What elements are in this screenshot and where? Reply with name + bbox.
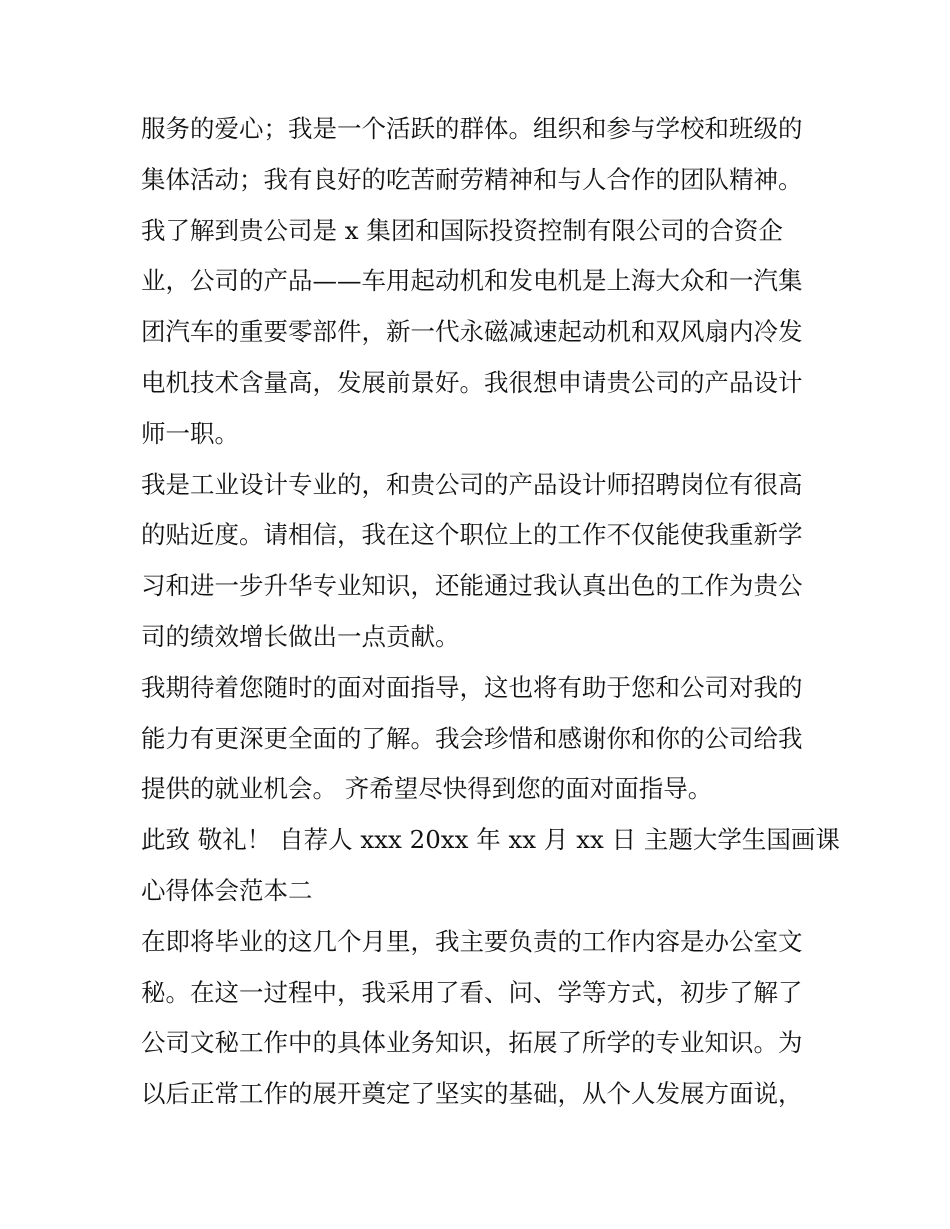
text-line-17: 在即将毕业的这几个月里，我主要负责的工作内容是办公室文 [141, 926, 803, 956]
text-line-7: 师一职。 [141, 418, 239, 448]
text-line-4: 业，公司的产品——车用起动机和发电机是上海大众和一汽集 [141, 266, 803, 296]
text-line-20: 以后正常工作的展开奠定了坚实的基础，从个人发展方面说， [141, 1079, 803, 1109]
text-line-11: 司的绩效增长做出一点贡献。 [141, 621, 460, 651]
text-line-5: 团汽车的重要零部件，新一代永磁减速起动机和双风扇内冷发 [141, 317, 803, 347]
text-line-15: 此致 敬礼！ 自荐人 xxx 20xx 年 xx 月 xx 日 主题大学生国画课 [141, 825, 840, 855]
text-line-12: 我期待着您随时的面对面指导，这也将有助于您和公司对我的 [141, 672, 803, 702]
text-line-10: 习和进一步升华专业知识，还能通过我认真出色的工作为贵公 [141, 571, 803, 601]
text-line-8: 我是工业设计专业的，和贵公司的产品设计师招聘岗位有很高 [141, 469, 803, 499]
text-line-19: 公司文秘工作中的具体业务知识，拓展了所学的专业知识。为 [141, 1028, 803, 1058]
document-body [141, 104, 840, 1120]
text-line-1: 服务的爱心；我是一个活跃的群体。组织和参与学校和班级的 [141, 114, 803, 143]
text-line-14: 提供的就业机会。 齐希望尽快得到您的面对面指导。 [141, 774, 713, 804]
text-line-18: 秘。在这一过程中，我采用了看、问、学等方式，初步了解了 [141, 977, 803, 1007]
text-line-6: 电机技术含量高，发展前景好。我很想申请贵公司的产品设计 [141, 367, 803, 397]
text-line-13: 能力有更深更全面的了解。我会珍惜和感谢你和你的公司给我 [141, 723, 803, 753]
text-line-2: 集体活动；我有良好的吃苦耐劳精神和与人合作的团队精神。 [141, 164, 803, 194]
text-line-9: 的贴近度。请相信，我在这个职位上的工作不仅能使我重新学 [141, 520, 803, 550]
text-line-3: 我了解到贵公司是 x 集团和国际投资控制有限公司的合资企 [141, 215, 783, 245]
text-line-16: 心得体会范本二 [141, 875, 313, 905]
